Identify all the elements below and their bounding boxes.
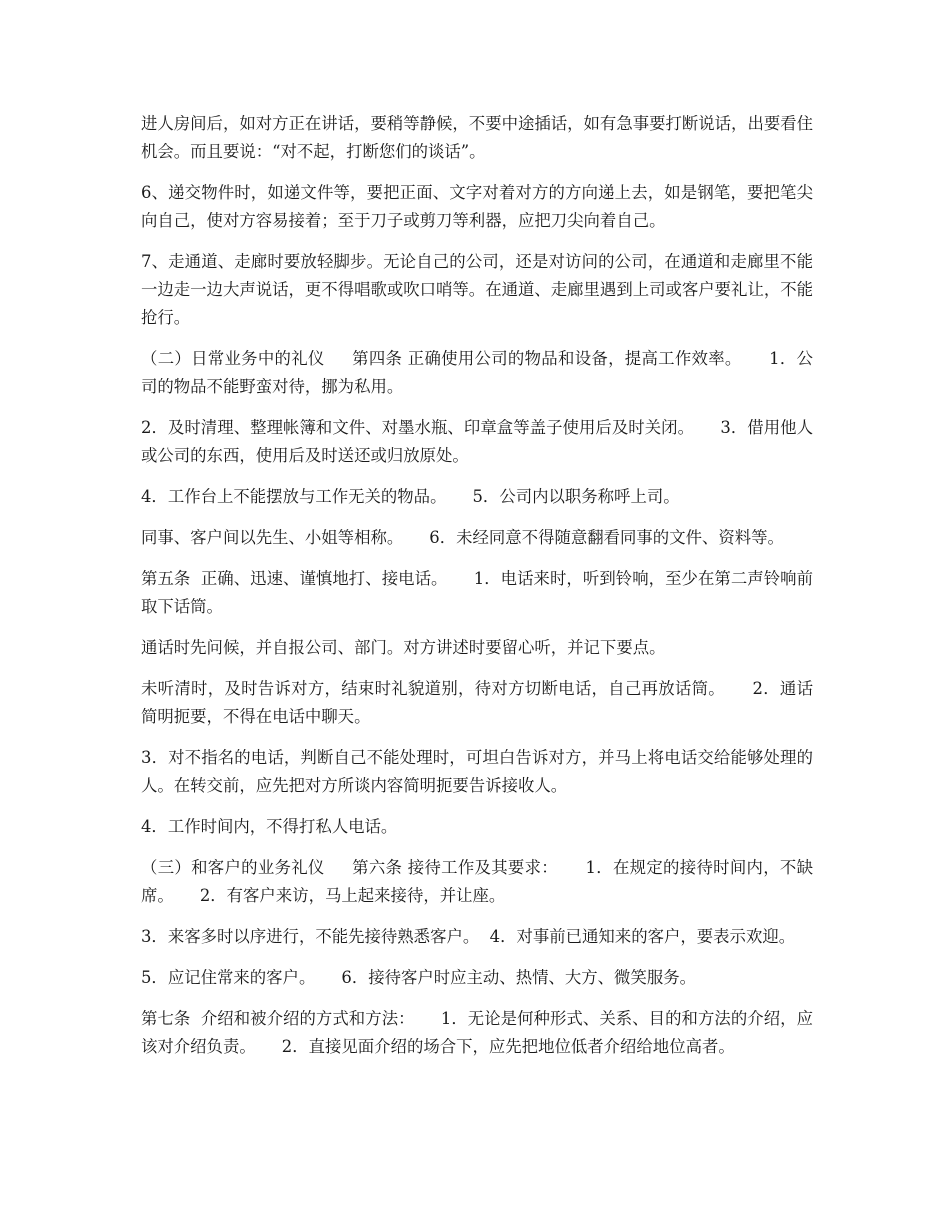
paragraph-tidy-items: 2．及时清理、整理帐簿和文件、对墨水瓶、印章盒等盖子使用后及时关闭。 3．借用他人或公司的东西，使用后及时送还或归放原处。 (141, 418, 813, 465)
paragraph-corridor-etiquette: 7、走通道、走廊时要放轻脚步。无论自己的公司，还是对访问的公司，在通道和走廊里不能一边走一边大声说话，更不得唱歌或吹口哨等。在通道、走廊里遇到上司或客户要礼让，不能抢行。 (141, 252, 814, 327)
paragraph-no-personal-calls: 4．工作时间内，不得打私人电话。 (141, 817, 398, 836)
paragraph-handing-items: 6、递交物件时，如递文件等，要把正面、文字对着对方的方向递上去，如是钢笔，要把笔尖向自己，使对方容易接着；至于刀子或剪刀等利器，应把刀尖向着自己。 (141, 183, 813, 230)
paragraph-daily-business-etiquette: （二）日常业务中的礼仪 第四条 正确使用公司的物品和设备，提高工作效率。 1．公司的物品不能野蛮对待，挪为私用。 (141, 349, 813, 396)
paragraph-remember-customers: 5．应记住常来的客户。 6．接待客户时应主动、热情、大方、微笑服务。 (141, 968, 697, 987)
paragraph-reception-order: 3．来客多时以序进行，不能先接待熟悉客户。 4．对事前已通知来的客户，要表示欢迎。 (141, 927, 796, 946)
paragraph-customer-reception: （三）和客户的业务礼仪 第六条 接待工作及其要求： 1．在规定的接待时间内，不缺席。 2．有客户来访，马上起来接待，并让座。 (141, 858, 813, 905)
paragraph-phone-answering: 第五条 正确、迅速、谨慎地打、接电话。 1．电话来时，听到铃响，至少在第二声铃响前取下话筒。 (141, 569, 813, 616)
paragraph-phone-closing: 未听清时，及时告诉对方，结束时礼貌道别，待对方切断电话，自己再放话筒。 2．通话简明扼要，不得在电话中聊天。 (141, 679, 813, 726)
paragraph-introductions: 第七条 介绍和被介绍的方式和方法： 1．无论是何种形式、关系、目的和方法的介绍，应该对介绍负责。 2．直接见面介绍的场合下，应先把地位低者介绍给地位高者。 (141, 1009, 813, 1056)
document-body (141, 110, 813, 1074)
paragraph-addressing-colleagues: 同事、客户间以先生、小姐等相称。 6．未经同意不得随意翻看同事的文件、资料等。 (141, 528, 784, 547)
paragraph-interrupting-etiquette: 进人房间后，如对方正在讲话，要稍等静候，不要中途插话，如有急事要打断说话，出要看住机会。而且要说：“对不起，打断您们的谈话”。 (141, 114, 814, 161)
paragraph-workbench: 4．工作台上不能摆放与工作无关的物品。 5．公司内以职务称呼上司。 (141, 487, 680, 506)
paragraph-phone-greeting: 通话时先问候，并自报公司、部门。对方讲述时要留心听，并记下要点。 (141, 638, 666, 657)
paragraph-phone-transfer: 3．对不指名的电话，判断自己不能处理时，可坦白告诉对方，并马上将电话交给能够处理的人。在转交前，应先把对方所谈内容简明扼要告诉接收人。 (141, 748, 813, 795)
